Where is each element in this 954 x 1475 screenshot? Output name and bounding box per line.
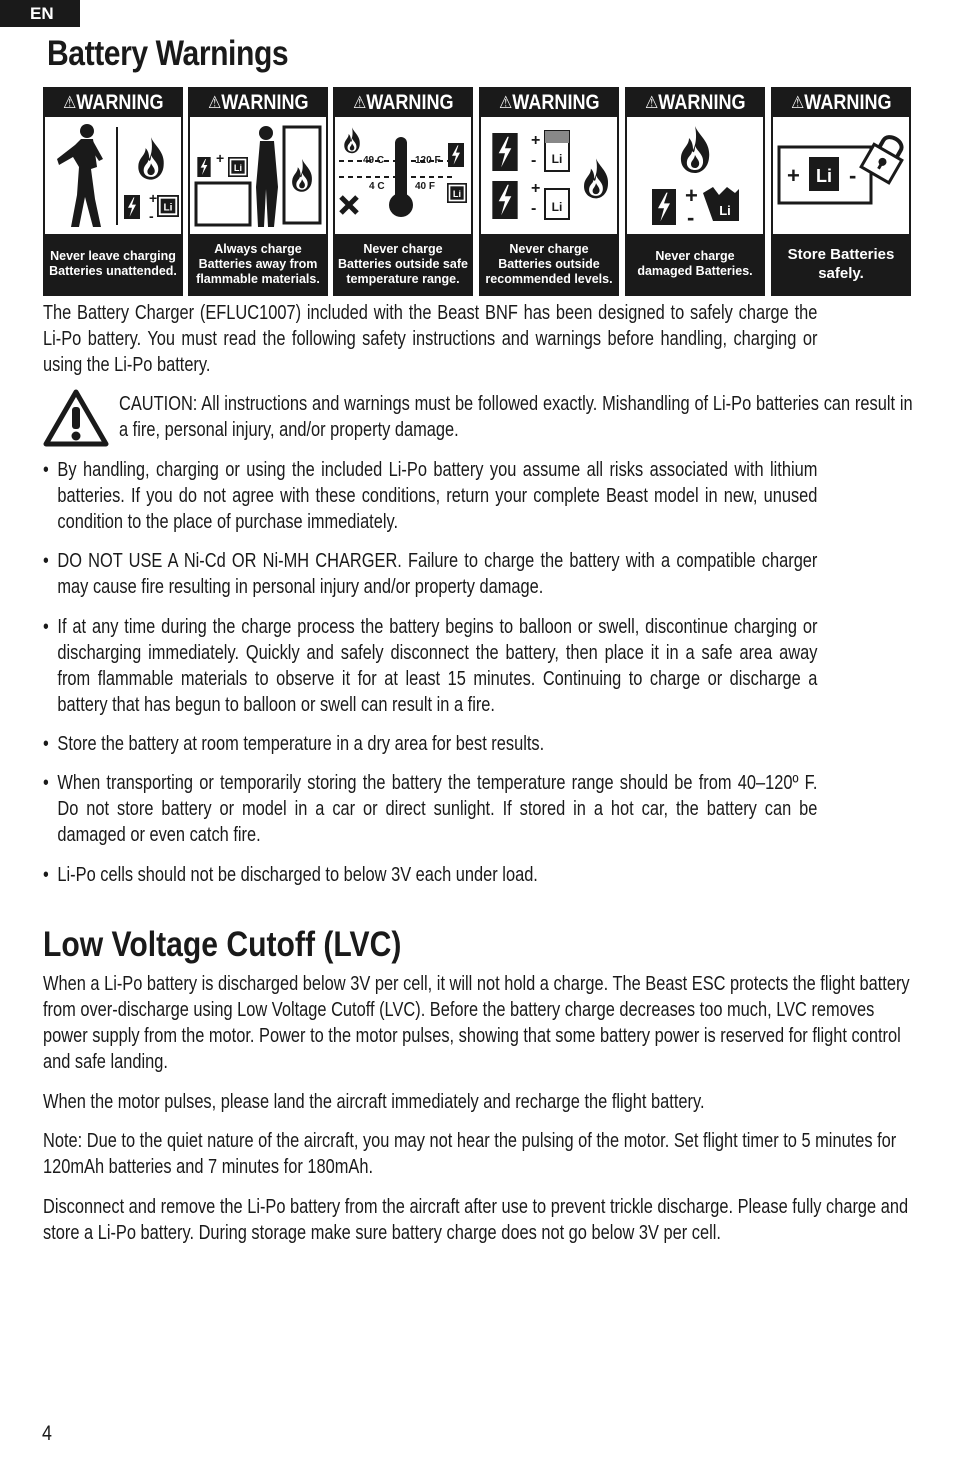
svg-text:-: - [149,208,154,224]
warning-panels [43,87,911,296]
warning-panel-storage [771,87,911,296]
svg-text:+: + [787,163,800,188]
warning-header: ⚠WARNING [773,89,909,117]
panel-caption: Never charge Batteries outside safe temperature range. [335,234,471,294]
svg-text:-: - [849,163,857,188]
panel-caption: Never leave charging Batteries unattended. [45,234,181,294]
bullet-item: • Store the battery at room temperature in a dry area for best results. [43,732,545,755]
svg-text:Li: Li [551,152,563,166]
battery-levels-icon [481,117,617,235]
thermometer-icon [335,117,471,235]
caution-text: CAUTION: All instructions and warnings must be followed exactly. Mishandling of Li-Po batteries can result in a fire, personal injury, and/or property damage. [119,392,913,441]
page-number: 4 [42,1422,52,1445]
svg-text:+: + [149,190,158,206]
warning-header: ⚠WARNING [627,89,763,117]
bullet-item: • By handling, charging or using the included Li-Po battery you assume all risks associated with lithium batteries. If you do not agree with these conditions, return your complete Beast model in new, unused condition to the place of purchase immediately. [43,458,818,533]
svg-text:Li: Li [816,166,832,186]
warning-header: ⚠WARNING [481,89,617,117]
warning-header: ⚠WARNING [190,89,326,117]
svg-text:40 F: 40 F [415,181,436,192]
bullet-item: • If at any time during the charge process the battery begins to balloon or swell, discontinue charging or discharging immediately. Quickly and safely disconnect the battery, then place it in a safe area away from flammable materials to observe it for at least 15 minutes. Continuing to charge or discharge a battery that has begun to balloon or swell can result in a fire. [43,615,818,716]
panel-caption: Always charge Batteries away from flammable materials. [190,234,326,294]
panel-caption: Never charge Batteries outside recommended levels. [481,234,617,294]
lvc-paragraph: Note: Due to the quiet nature of the aircraft, you may not hear the pulsing of the motor. Set flight timer to 5 minutes for 120mAh batteries and 7 minutes for 180mAh. [43,1129,897,1178]
svg-text:+: + [531,180,541,197]
svg-text:Li: Li [551,200,563,214]
svg-text:+: + [216,150,225,166]
lvc-paragraph: When a Li-Po battery is discharged below 3V per cell, it will not hold a charge. The Beast ESC protects the flight battery from over-discharge using Low Voltage Cutoff (LVC). Before the battery charge decreases too much, LVC removes power supply from the motor. Power to the motor pulses, showing that some battery power is reserved for flight control and safe landing. [43,972,910,1073]
walking-person-icon [45,117,181,235]
bullet-item: • Li-Po cells should not be discharged to below 3V each under load. [43,863,538,886]
page-title: Battery Warnings [47,34,289,73]
lvc-paragraph: When the motor pulses, please land the aircraft immediately and recharge the flight battery. [43,1090,705,1113]
language-tab: EN [0,0,80,27]
warning-panel-levels [479,87,619,296]
svg-text:-: - [531,200,537,217]
intro-paragraph: The Battery Charger (EFLUC1007) included with the Beast BNF has been designed to safely charge the Li-Po battery. You must read the following safety instructions and warnings before handling, charging or using the Li-Po battery. [43,301,818,376]
svg-text:120 F: 120 F [415,155,441,166]
damaged-battery-icon [627,117,763,235]
warning-panel-unattended [43,87,183,296]
svg-text:49 C: 49 C [363,155,385,166]
lvc-heading: Low Voltage Cutoff (LVC) [43,925,402,964]
panel-caption: Never charge damaged Batteries. [627,234,763,294]
bullet-item: • DO NOT USE A Ni-Cd OR Ni-MH CHARGER. Failure to charge the battery with a compatible charger may cause fire resulting in personal injury and/or property damage. [43,549,818,598]
warning-panel-temperature [333,87,473,296]
warning-panel-flammable [188,87,328,296]
svg-text:-: - [531,152,537,169]
svg-text:+: + [531,132,541,149]
flammable-materials-icon [190,117,326,235]
svg-text:4 C: 4 C [369,181,385,192]
bullet-item: • When transporting or temporarily storing the battery the temperature range should be from 40–120º F. Do not store battery or model in a car or direct sunlight. If stored in a hot car, the battery can be damaged or even catch fire. [43,771,818,846]
panel-caption: Store Batteries safely. [773,234,909,294]
svg-text:Li: Li [719,203,731,218]
svg-text:+: + [685,183,698,208]
lvc-paragraph: Disconnect and remove the Li-Po battery from the aircraft after use to prevent trickle discharge. Please fully charge and store a Li-Po battery. During storage make sure battery charge does not go below 3V per cell. [43,1195,909,1244]
lock-battery-icon [773,117,909,235]
warning-panel-damaged [625,87,765,296]
warning-header: ⚠WARNING [335,89,471,117]
svg-text:-: - [687,205,695,230]
warning-header: ⚠WARNING [45,89,181,117]
caution-triangle-icon [43,389,109,447]
